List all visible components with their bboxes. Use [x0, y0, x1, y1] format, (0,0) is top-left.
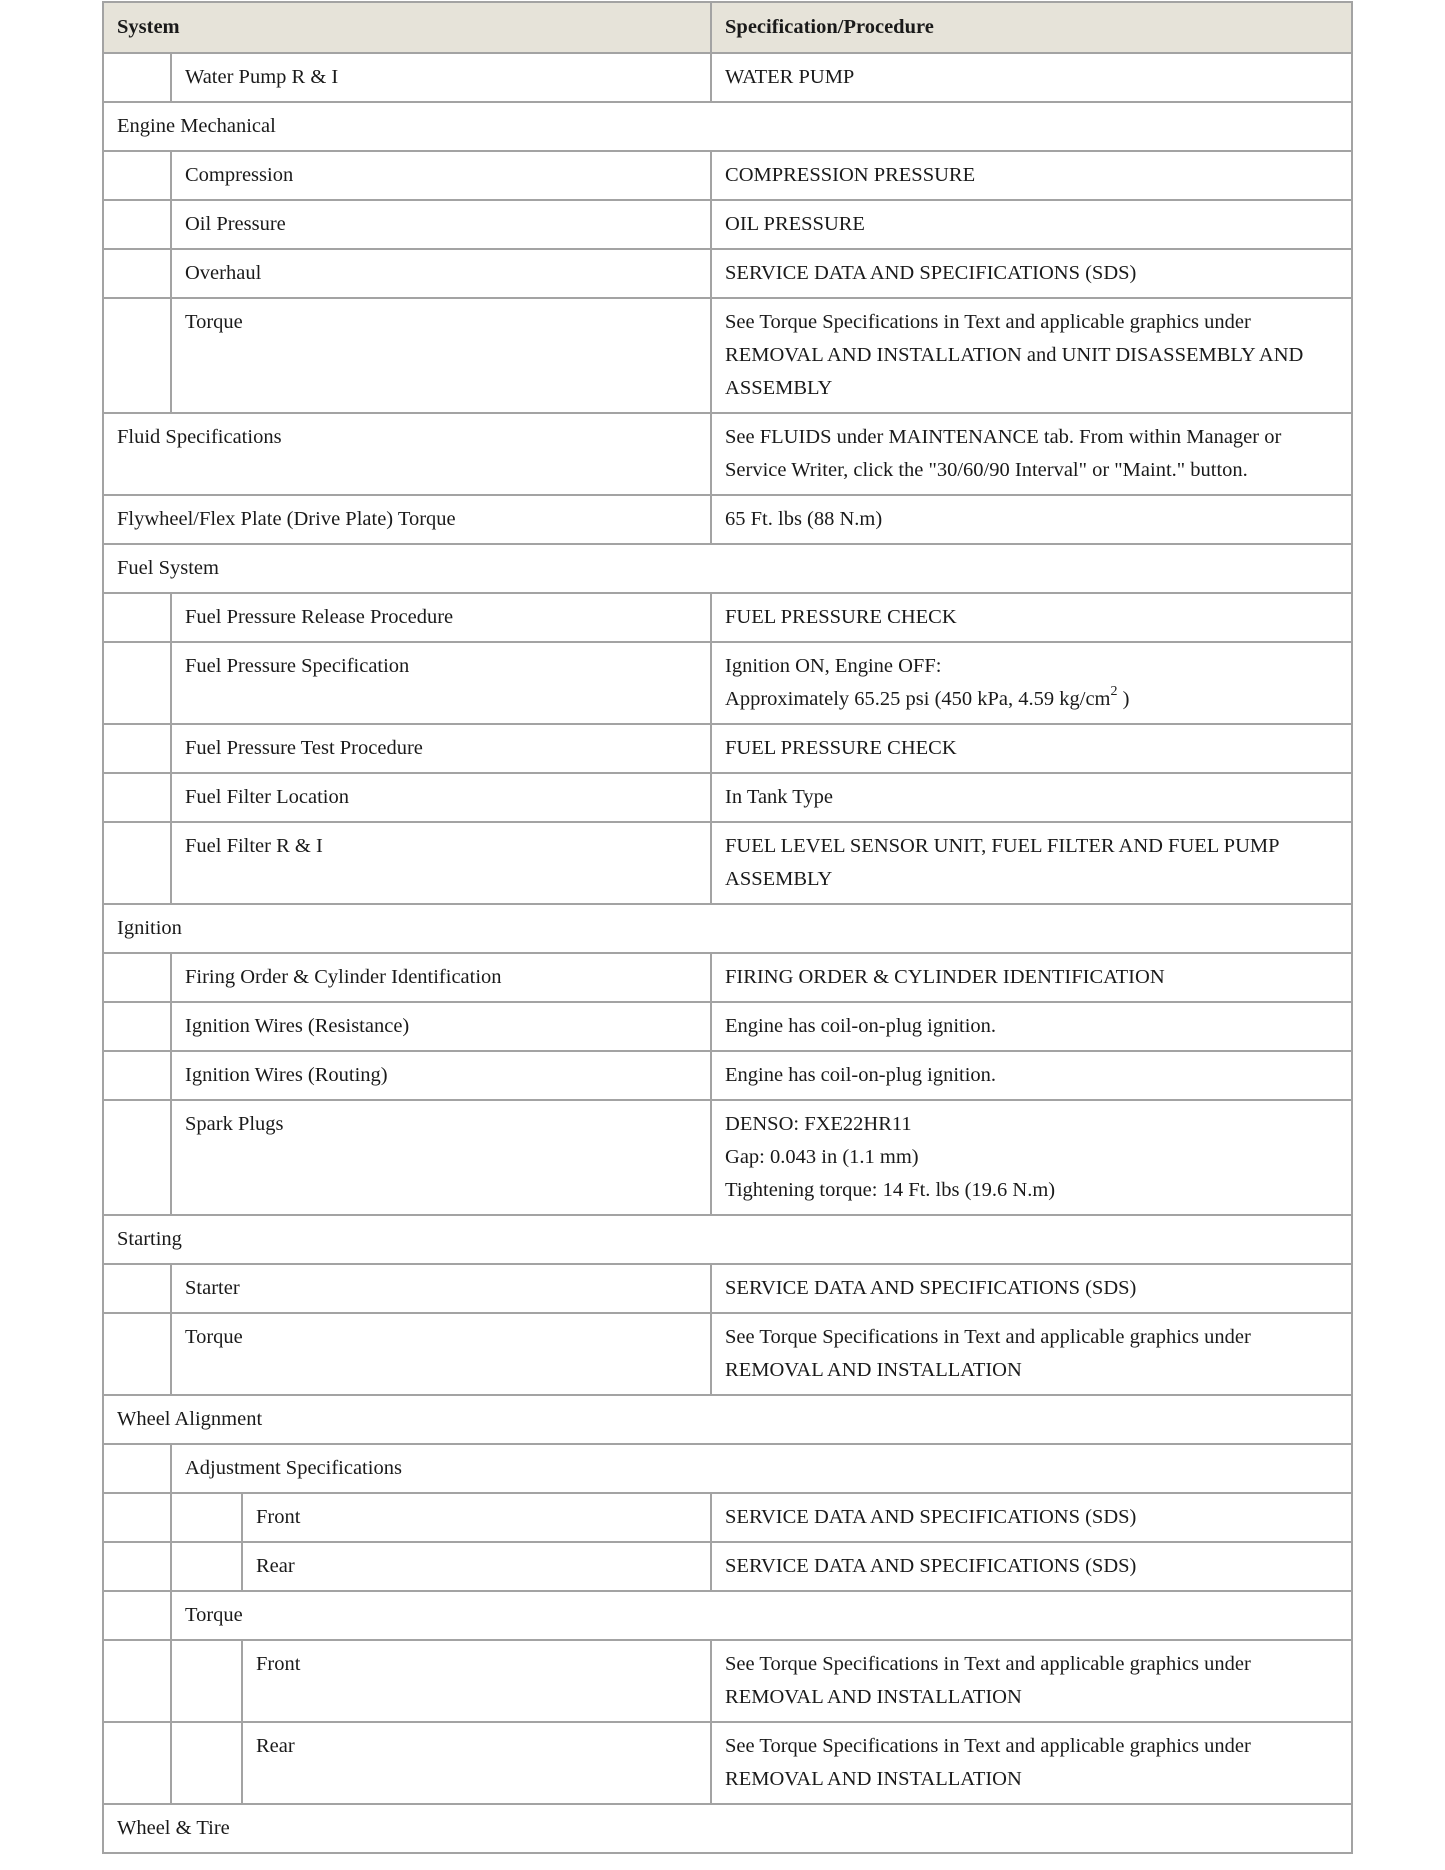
table-row [103, 642, 1352, 724]
spec-line [725, 503, 1338, 536]
system-cell: Fluid Specifications [103, 413, 711, 495]
indent-cell [171, 1542, 242, 1591]
spec-line [725, 830, 1338, 896]
indent-cell [103, 822, 171, 904]
indent-cell [103, 249, 171, 298]
system-cell: Compression [171, 151, 711, 200]
section-row [103, 1215, 1352, 1264]
spec-cell [711, 1542, 1352, 1591]
system-cell: Engine Mechanical [103, 102, 1352, 151]
specification-table [102, 1, 1353, 1854]
spec-text: OIL PRESSURE [725, 213, 865, 235]
table-row [103, 298, 1352, 413]
spec-text: In Tank Type [725, 786, 833, 808]
spec-line [725, 683, 1338, 716]
section-row [103, 1804, 1352, 1853]
system-cell: Spark Plugs [171, 1100, 711, 1215]
table-row [103, 413, 1352, 495]
spec-text: Gap: 0.043 in (1.1 mm) [725, 1146, 919, 1168]
indent-cell [103, 773, 171, 822]
spec-cell [711, 151, 1352, 200]
spec-text: Engine has coil-on-plug ignition. [725, 1064, 997, 1086]
indent-cell [103, 724, 171, 773]
spec-text: See Torque Specifications in Text and applicable graphics under REMOVAL AND INSTALLATION [725, 1653, 1251, 1708]
spec-text: 65 Ft. lbs (88 N.m) [725, 508, 883, 530]
spec-line [725, 306, 1338, 405]
spec-cell [711, 1051, 1352, 1100]
spec-text: See FLUIDS under MAINTENANCE tab. From within Manager or Service Writer, click the "30/60/90 Interval" or "Maint." button. [725, 426, 1282, 481]
section-row [103, 1591, 1352, 1640]
system-cell: Torque [171, 1591, 1352, 1640]
spec-line [725, 257, 1338, 290]
indent-cell [103, 1313, 171, 1395]
spec-line [725, 781, 1338, 814]
spec-cell [711, 1722, 1352, 1804]
spec-line [725, 1501, 1338, 1534]
spec-cell [711, 298, 1352, 413]
table-row [103, 1313, 1352, 1395]
table-row [103, 249, 1352, 298]
spec-text: SERVICE DATA AND SPECIFICATIONS (SDS) [725, 1555, 1137, 1577]
table-row [103, 1100, 1352, 1215]
table-row [103, 200, 1352, 249]
spec-cell [711, 53, 1352, 102]
spec-line [725, 732, 1338, 765]
table-row [103, 495, 1352, 544]
spec-line [725, 601, 1338, 634]
spec-line [725, 1010, 1338, 1043]
section-row [103, 102, 1352, 151]
table-row [103, 53, 1352, 102]
spec-cell [711, 724, 1352, 773]
spec-text: Ignition ON, Engine OFF: [725, 655, 942, 677]
system-cell: Ignition Wires (Resistance) [171, 1002, 711, 1051]
indent-cell [103, 1444, 171, 1493]
system-cell: Overhaul [171, 249, 711, 298]
system-cell: Front [242, 1640, 711, 1722]
spec-line [725, 421, 1338, 487]
indent-cell [103, 953, 171, 1002]
spec-text: See Torque Specifications in Text and applicable graphics under REMOVAL AND INSTALLATION [725, 1735, 1251, 1790]
spec-cell [711, 249, 1352, 298]
spec-text: FUEL PRESSURE CHECK [725, 737, 957, 759]
spec-text: WATER PUMP [725, 66, 855, 88]
spec-line [725, 1141, 1338, 1174]
spec-cell [711, 413, 1352, 495]
spec-cell [711, 200, 1352, 249]
spec-line [725, 208, 1338, 241]
spec-line [725, 650, 1338, 683]
indent-cell [103, 151, 171, 200]
system-cell: Torque [171, 1313, 711, 1395]
spec-text: FUEL PRESSURE CHECK [725, 606, 957, 628]
table-row [103, 593, 1352, 642]
table-row [103, 1051, 1352, 1100]
system-cell: Rear [242, 1542, 711, 1591]
system-cell: Fuel Pressure Test Procedure [171, 724, 711, 773]
indent-cell [103, 53, 171, 102]
spec-line [725, 1730, 1338, 1796]
indent-cell [103, 1264, 171, 1313]
spec-text: COMPRESSION PRESSURE [725, 164, 976, 186]
spec-column-header: Specification/Procedure [711, 2, 1352, 53]
spec-text: Approximately 65.25 psi (450 kPa, 4.59 kg/cm [725, 688, 1111, 710]
spec-text: See Torque Specifications in Text and applicable graphics under REMOVAL AND INSTALLATION and UNIT DISASSEMBLY AND ASSEMBLY [725, 311, 1304, 399]
spec-text-tail: ) [1117, 688, 1130, 710]
table-row [103, 151, 1352, 200]
indent-cell [103, 1591, 171, 1640]
system-cell: Fuel Filter R & I [171, 822, 711, 904]
system-cell: Wheel & Tire [103, 1804, 1352, 1853]
indent-cell [103, 1722, 171, 1804]
table-row [103, 953, 1352, 1002]
section-row [103, 1444, 1352, 1493]
system-cell: Firing Order & Cylinder Identification [171, 953, 711, 1002]
spec-line [725, 159, 1338, 192]
indent-cell [103, 1002, 171, 1051]
table-row [103, 822, 1352, 904]
spec-cell [711, 1100, 1352, 1215]
spec-line [725, 1550, 1338, 1583]
indent-cell [103, 200, 171, 249]
spec-line [725, 1108, 1338, 1141]
spec-line [725, 1272, 1338, 1305]
spec-line [725, 61, 1338, 94]
indent-cell [171, 1493, 242, 1542]
spec-text: See Torque Specifications in Text and applicable graphics under REMOVAL AND INSTALLATION [725, 1326, 1251, 1381]
spec-line [725, 1059, 1338, 1092]
spec-text: SERVICE DATA AND SPECIFICATIONS (SDS) [725, 1277, 1137, 1299]
system-cell: Water Pump R & I [171, 53, 711, 102]
system-cell: Torque [171, 298, 711, 413]
spec-text: FUEL LEVEL SENSOR UNIT, FUEL FILTER AND FUEL PUMP ASSEMBLY [725, 835, 1279, 890]
spec-cell [711, 642, 1352, 724]
system-cell: Wheel Alignment [103, 1395, 1352, 1444]
system-cell: Flywheel/Flex Plate (Drive Plate) Torque [103, 495, 711, 544]
spec-cell [711, 1493, 1352, 1542]
system-cell: Adjustment Specifications [171, 1444, 1352, 1493]
spec-cell [711, 1640, 1352, 1722]
table-row [103, 1640, 1352, 1722]
system-cell: Ignition [103, 904, 1352, 953]
section-row [103, 904, 1352, 953]
indent-cell [103, 593, 171, 642]
spec-text: FIRING ORDER & CYLINDER IDENTIFICATION [725, 966, 1165, 988]
table-row [103, 773, 1352, 822]
indent-cell [103, 1100, 171, 1215]
system-cell: Oil Pressure [171, 200, 711, 249]
table-row [103, 1493, 1352, 1542]
section-row [103, 1395, 1352, 1444]
system-cell: Starter [171, 1264, 711, 1313]
indent-cell [103, 298, 171, 413]
table-row [103, 1264, 1352, 1313]
spec-cell [711, 1264, 1352, 1313]
table-row [103, 724, 1352, 773]
spec-text: DENSO: FXE22HR11 [725, 1113, 912, 1135]
spec-text: SERVICE DATA AND SPECIFICATIONS (SDS) [725, 1506, 1137, 1528]
system-cell: Front [242, 1493, 711, 1542]
spec-cell [711, 495, 1352, 544]
system-cell: Rear [242, 1722, 711, 1804]
spec-text: Engine has coil-on-plug ignition. [725, 1015, 997, 1037]
spec-cell [711, 953, 1352, 1002]
indent-cell [103, 1542, 171, 1591]
system-cell: Fuel System [103, 544, 1352, 593]
spec-cell [711, 773, 1352, 822]
table-row [103, 1542, 1352, 1591]
system-cell: Fuel Filter Location [171, 773, 711, 822]
section-row [103, 544, 1352, 593]
indent-cell [103, 1493, 171, 1542]
table-body [103, 53, 1352, 1853]
spec-cell [711, 593, 1352, 642]
system-cell: Fuel Pressure Specification [171, 642, 711, 724]
spec-line [725, 961, 1338, 994]
indent-cell [171, 1640, 242, 1722]
indent-cell [103, 1640, 171, 1722]
table-header-row [103, 2, 1352, 53]
system-cell: Starting [103, 1215, 1352, 1264]
table-row [103, 1722, 1352, 1804]
spec-text: SERVICE DATA AND SPECIFICATIONS (SDS) [725, 262, 1137, 284]
spec-line [725, 1321, 1338, 1387]
indent-cell [171, 1722, 242, 1804]
spec-cell [711, 1313, 1352, 1395]
system-column-header: System [103, 2, 711, 53]
indent-cell [103, 642, 171, 724]
spec-line [725, 1174, 1338, 1207]
spec-line [725, 1648, 1338, 1714]
spec-text: Tightening torque: 14 Ft. lbs (19.6 N.m) [725, 1179, 1056, 1201]
superscript: 2 [1110, 684, 1118, 700]
table-row [103, 1002, 1352, 1051]
indent-cell [103, 1051, 171, 1100]
system-cell: Ignition Wires (Routing) [171, 1051, 711, 1100]
spec-cell [711, 822, 1352, 904]
system-cell: Fuel Pressure Release Procedure [171, 593, 711, 642]
spec-cell [711, 1002, 1352, 1051]
